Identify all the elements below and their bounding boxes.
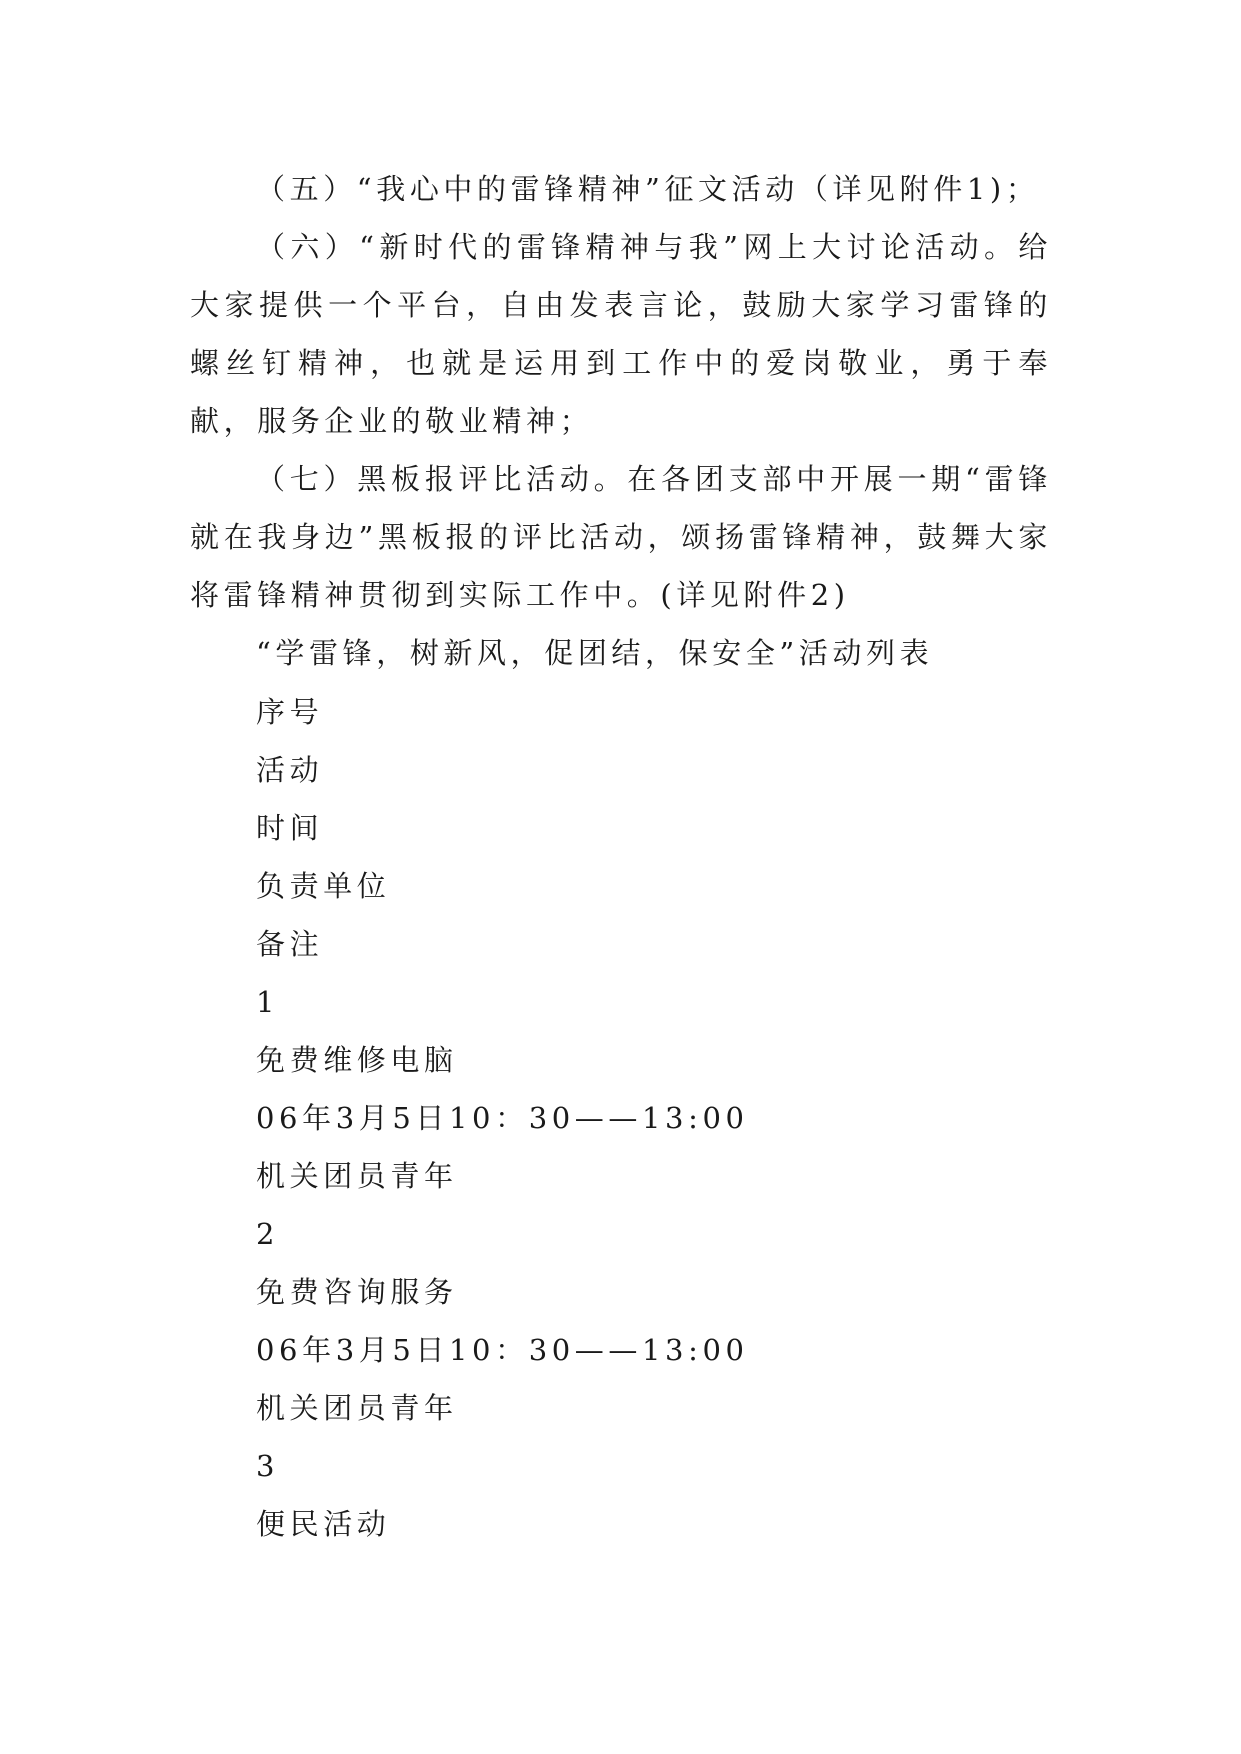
table-header-activity: 活动 <box>256 753 324 787</box>
table-cell-index: 3 <box>256 1449 280 1483</box>
body-text <box>190 160 1052 682</box>
table-header-index: 序号 <box>256 695 324 729</box>
table-header-time: 时间 <box>256 811 324 845</box>
table-cell-index: 2 <box>256 1217 280 1251</box>
table-header-unit: 负责单位 <box>256 869 391 903</box>
table-cell-unit: 机关团员青年 <box>256 1159 458 1193</box>
activity-table <box>256 683 749 1553</box>
table-header-note: 备注 <box>256 927 324 961</box>
table-cell-activity: 免费咨询服务 <box>256 1275 458 1309</box>
table-cell-activity: 便民活动 <box>256 1507 391 1541</box>
table-cell-time: 06年3月5日10：30——13:00 <box>256 1333 749 1367</box>
table-caption: “学雷锋，树新风，促团结，保安全”活动列表 <box>256 636 934 670</box>
paragraph-seven: （七）黑板报评比活动。在各团支部中开展一期“雷锋就在我身边”黑板报的评比活动，颂扬雷锋精神，鼓舞大家将雷锋精神贯彻到实际工作中。(详见附件2) <box>190 462 1052 612</box>
paragraph-six: （六）“新时代的雷锋精神与我”网上大讨论活动。给大家提供一个平台，自由发表言论，鼓励大家学习雷锋的螺丝钉精神，也就是运用到工作中的爱岗敬业，勇于奉献，服务企业的敬业精神； <box>190 230 1052 438</box>
table-cell-unit: 机关团员青年 <box>256 1391 458 1425</box>
paragraph-five: （五）“我心中的雷锋精神”征文活动（详见附件1)； <box>256 172 1040 206</box>
table-cell-index: 1 <box>256 985 280 1019</box>
table-cell-activity: 免费维修电脑 <box>256 1043 458 1077</box>
table-cell-time: 06年3月5日10：30——13:00 <box>256 1101 749 1135</box>
